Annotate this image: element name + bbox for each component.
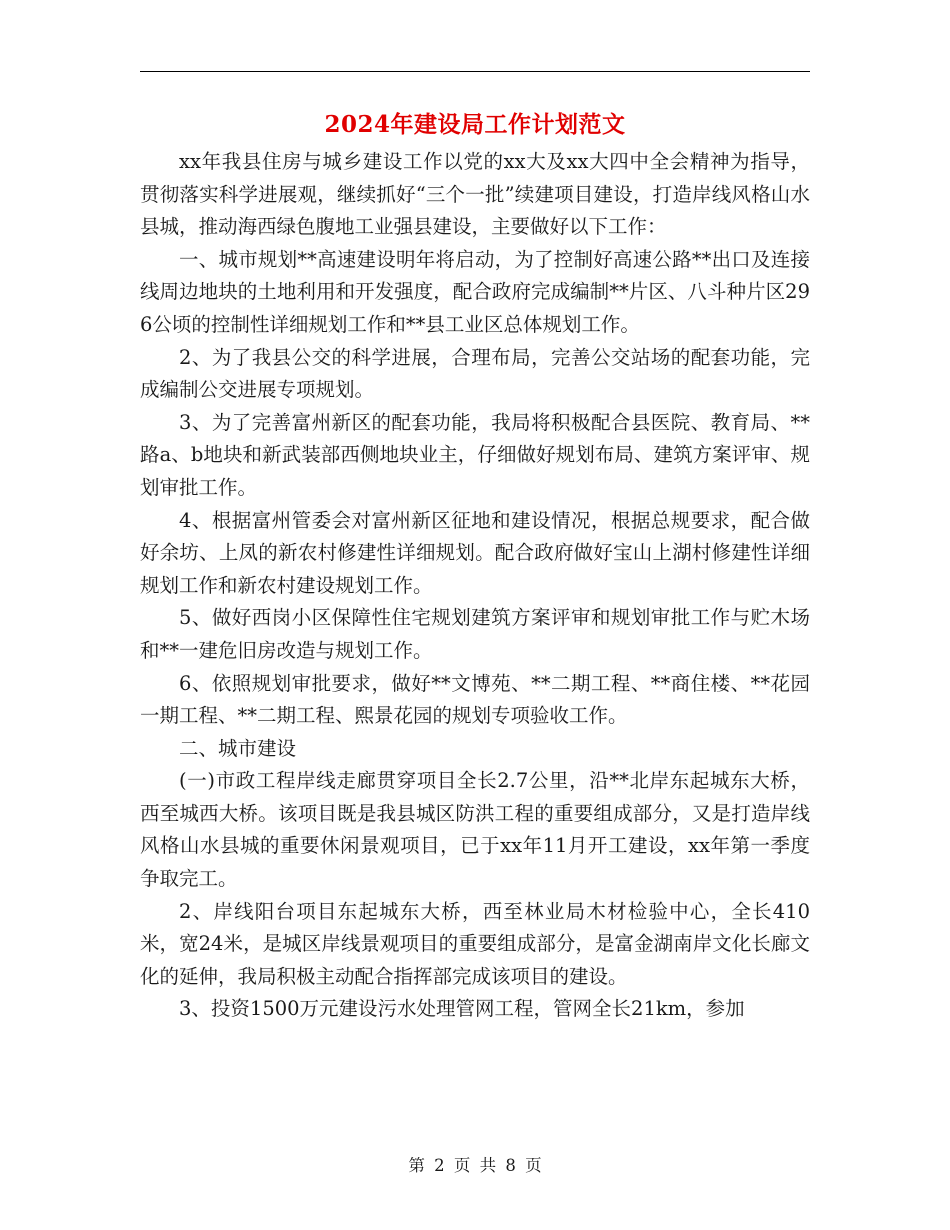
- paragraph-acceptance: 6、依照规划审批要求，做好**文博苑、**二期工程、**商住楼、**花园一期工程、**二期工程、熙景花园的规划专项验收工作。: [140, 671, 810, 728]
- paragraph-shoreline-balcony: 2、岸线阳台项目东起城东大桥，西至林业局木材检验中心，全长410米，宽24米，是城区岸线景观项目的重要组成部分，是富金湖南岸文化长廊文化的延伸，我局积极主动配合指挥部完成该项目的建设。: [140, 899, 810, 988]
- document-body: [140, 146, 810, 1026]
- document-title: 2024年建设局工作计划范文: [324, 111, 626, 138]
- paragraph-intro: xx年我县住房与城乡建设工作以党的xx大及xx大四中全会精神为指导，贯彻落实科学进展观，继续抓好“三个一批”续建项目建设，打造岸线风格山水县城，推动海西绿色腹地工业强县建设，主要做好以下工作：: [140, 150, 810, 239]
- paragraph-xigang-housing: 5、做好西岗小区保障性住宅规划建筑方案评审和规划审批工作与贮木场和**一建危旧房改造与规划工作。: [140, 606, 810, 662]
- paragraph-shoreline-corridor: (一)市政工程岸线走廊贯穿项目全长2.7公里，沿**北岸东起城东大桥，西至城西大桥。该项目既是我县城区防洪工程的重要组成部分，又是打造岸线风格山水县城的重要休闲景观项目，已于xx年11月开工建设，xx年第一季度争取完工。: [140, 769, 810, 891]
- paragraph-sewage-network: 3、投资1500万元建设污水处理管网工程，管网全长21km，参加: [179, 997, 745, 1021]
- header-rule: [140, 71, 810, 72]
- paragraph-public-transit: 2、为了我县公交的科学进展，合理布局，完善公交站场的配套功能，完成编制公交进展专项规划。: [140, 345, 810, 402]
- paragraph-section-heading: 二、城市建设: [179, 736, 297, 760]
- paragraph-new-village-planning: 4、根据富州管委会对富州新区征地和建设情况，根据总规要求，配合做好余坊、上凤的新农村修建性详细规划。配合政府做好宝山上湖村修建性详细规划工作和新农村建设规划工作。: [140, 508, 810, 597]
- paragraph-fuzhou-new-district: 3、为了完善富州新区的配套功能，我局将积极配合县医院、教育局、**路a、b地块和新武装部西侧地块业主，仔细做好规划布局、建筑方案评审、规划审批工作。: [140, 410, 810, 499]
- paragraph-urban-planning: 一、城市规划**高速建设明年将启动，为了控制好高速公路**出口及连接线周边地块的土地利用和开发强度，配合政府完成编制**片区、八斗种片区296公顷的控制性详细规划工作和**县工业区总体规划工作。: [140, 247, 810, 336]
- page-footer: 第 2 页 共 8 页: [408, 1156, 542, 1175]
